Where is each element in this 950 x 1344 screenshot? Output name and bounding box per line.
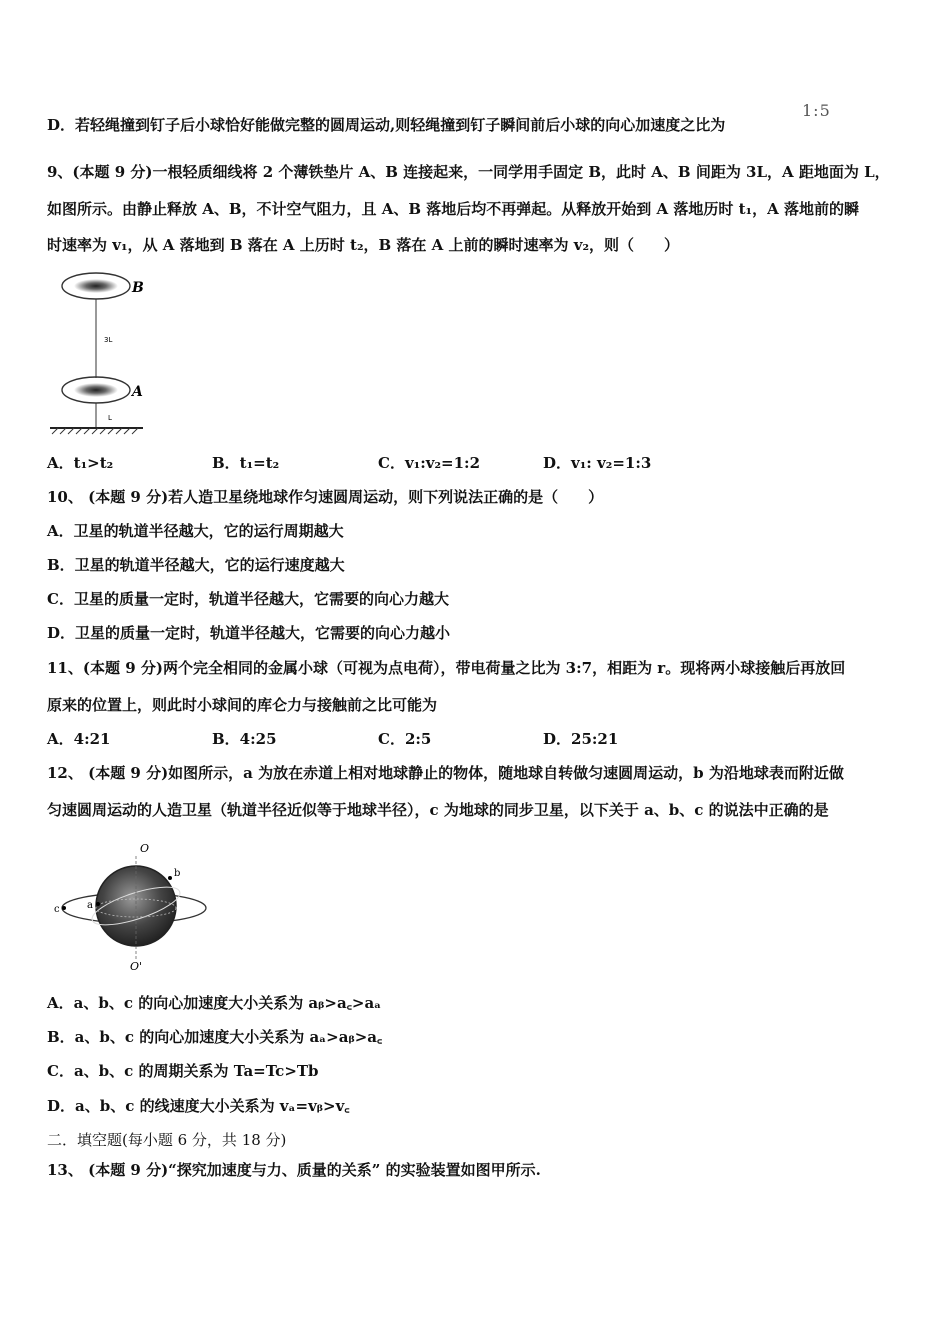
q9-stem-line1: 9、(本题 9 分)一根轻质细线将 2 个薄铁垫片 A、B 连接起来，一同学用手固定 B，此时 A、B 间距为 3L，A 距地面为 L， — [47, 163, 890, 181]
q9-stem-line2: 如图所示。由静止释放 A、B，不计空气阻力，且 A、B 落地后均不再弹起。从释放开始到 A 落地历时 t₁，A 落地前的瞬 — [47, 200, 859, 218]
q12-option-b[interactable]: B．a、b、c 的向心加速度大小关系为 aₐ>aᵦ>a꜀ — [47, 1028, 383, 1046]
q12-option-d[interactable]: D．a、b、c 的线速度大小关系为 vₐ=vᵦ>v꜀ — [47, 1097, 350, 1115]
label-c: c — [54, 904, 60, 915]
label-a: A — [132, 384, 143, 400]
q11-stem-line1: 11、(本题 9 分)两个完全相同的金属小球（可视为点电荷），带电荷量之比为 3:7，相距为 r。现将两小球接触后再放回 — [47, 659, 846, 677]
q10-stem: 10、 (本题 9 分)若人造卫星绕地球作匀速圆周运动，则下列说法正确的是（ ） — [47, 488, 604, 506]
label-o-bottom: O' — [130, 960, 143, 973]
q11-option-a[interactable]: A．4:21 — [47, 730, 111, 748]
q9-option-b[interactable]: B．t₁=t₂ — [212, 454, 280, 472]
q11-option-d[interactable]: D．25:21 — [543, 730, 619, 748]
label-l: L — [108, 414, 112, 422]
q12-option-c[interactable]: C．a、b、c 的周期关系为 Ta=Tc>Tb — [47, 1062, 319, 1080]
q13-stem: 13、 (本题 9 分)“探究加速度与力、质量的关系” 的实验装置如图甲所示. — [47, 1161, 541, 1179]
q10-option-a[interactable]: A．卫星的轨道半径越大，它的运行周期越大 — [47, 522, 344, 540]
q10-option-d[interactable]: D．卫星的质量一定时，轨道半径越大，它需要的向心力越小 — [47, 624, 451, 642]
q9-option-a[interactable]: A．t₁>t₂ — [47, 454, 114, 472]
q12-stem-line1: 12、 (本题 9 分)如图所示，a 为放在赤道上相对地球静止的物体，随地球自转做匀速圆周运动，b 为沿地球表而附近做 — [47, 764, 844, 782]
disk-b — [74, 279, 118, 293]
q9-stem-line3: 时速率为 v₁，从 A 落地到 B 落在 A 上历时 t₂，B 落在 A 上前的瞬时速率为 v₂，则（ ） — [47, 236, 680, 254]
point-b — [168, 876, 172, 880]
q12-figure — [52, 838, 212, 973]
label-o-top: O — [140, 842, 150, 855]
q9-option-d[interactable]: D．v₁: v₂=1:3 — [543, 454, 652, 472]
q11-option-c[interactable]: C．2:5 — [378, 730, 432, 748]
section-2-title: 二．填空题(每小题 6 分，共 18 分) — [47, 1131, 287, 1149]
label-b: B — [132, 280, 144, 296]
label-a: a — [87, 900, 93, 911]
label-b: b — [174, 868, 181, 879]
q10-option-c[interactable]: C．卫星的质量一定时，轨道半径越大，它需要的向心力越大 — [47, 590, 449, 608]
label-3l: 3L — [104, 336, 113, 344]
q12-option-a[interactable]: A．a、b、c 的向心加速度大小关系为 aᵦ>a꜀>aₐ — [47, 994, 382, 1012]
q9-option-c[interactable]: C．v₁:v₂=1:2 — [378, 454, 481, 472]
q11-stem-line2: 原来的位置上，则此时小球间的库仑力与接触前之比可能为 — [47, 696, 438, 714]
disk-a — [74, 383, 118, 397]
q12-stem-line2: 匀速圆周运动的人造卫星（轨道半径近似等于地球半径），c 为地球的同步卫星，以下关于 a、b、c 的说法中正确的是 — [47, 801, 829, 819]
q8-option-d: D．若轻绳撞到钉子后小球恰好能做完整的圆周运动,则轻绳撞到钉子瞬间前后小球的向心加速度之比为 — [47, 116, 726, 134]
q8-ratio: 1:5 — [802, 101, 831, 120]
point-a — [96, 902, 100, 906]
q9-figure — [48, 268, 158, 438]
q10-option-b[interactable]: B．卫星的轨道半径越大，它的运行速度越大 — [47, 556, 345, 574]
point-c — [62, 906, 66, 910]
q11-option-b[interactable]: B．4:25 — [212, 730, 277, 748]
